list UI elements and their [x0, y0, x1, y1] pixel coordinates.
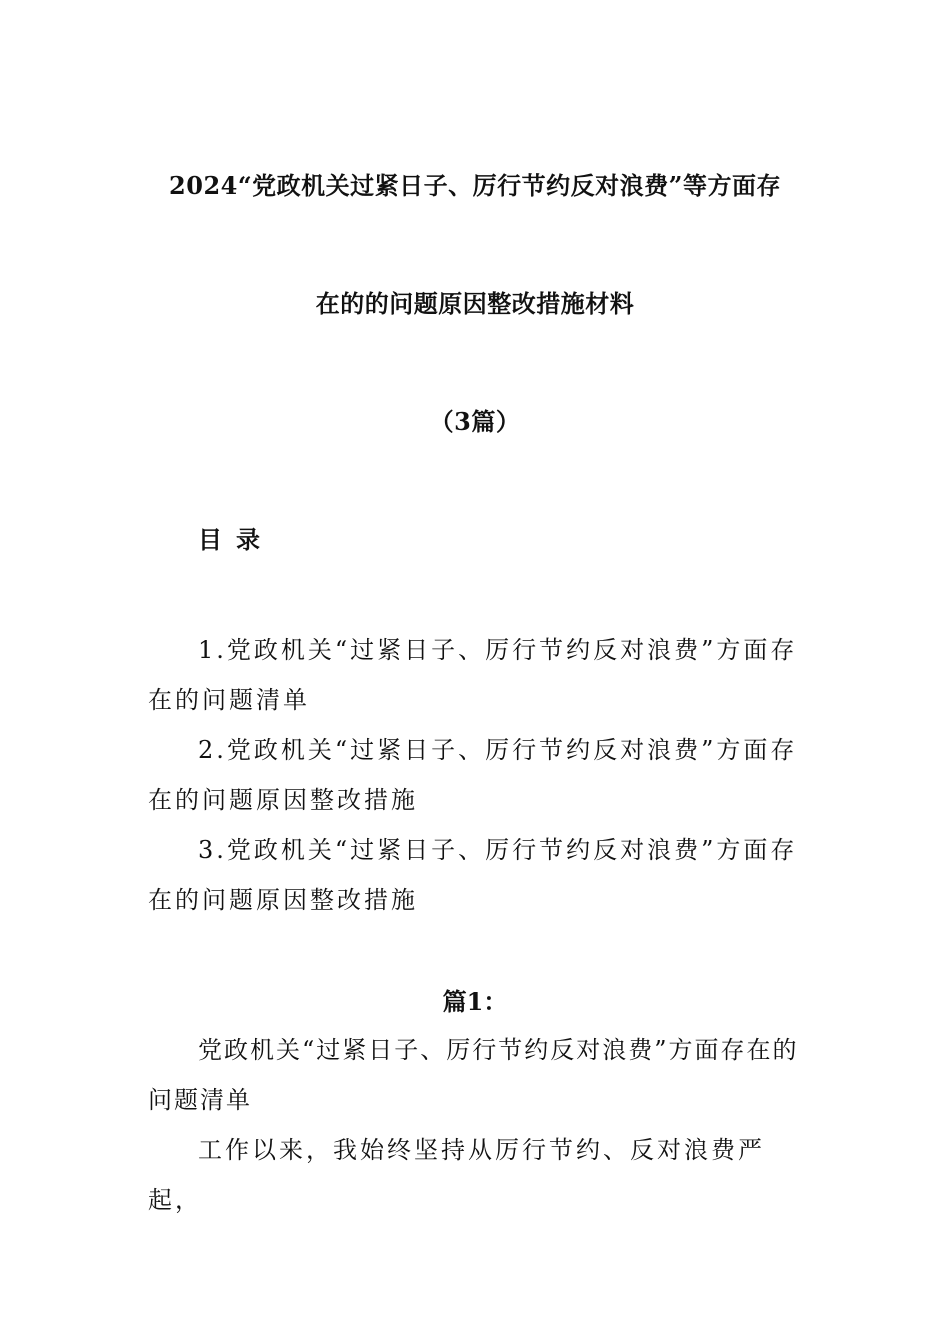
toc-heading: 目录 — [198, 525, 274, 554]
document-title-line-2: 在的的问题原因整改措施材料 — [315, 289, 635, 318]
section-title: 党政机关“过紧日子、厉行节约反对浪费”方面存在的问题清单 — [148, 1036, 799, 1114]
body-paragraph: 工作以来，我始终坚持从厉行节约、反对浪费严起， — [148, 1136, 765, 1214]
section-heading: 篇1： — [442, 987, 508, 1016]
toc-item: 2.党政机关“过紧日子、厉行节约反对浪费”方面存在的问题原因整改措施 — [148, 736, 798, 814]
document-title-line-1: 2024“党政机关过紧日子、厉行节约反对浪费”等方面存 — [169, 171, 781, 200]
toc-item: 1.党政机关“过紧日子、厉行节约反对浪费”方面存在的问题清单 — [148, 636, 798, 714]
article-count: （3篇） — [429, 407, 521, 436]
toc-item: 3.党政机关“过紧日子、厉行节约反对浪费”方面存在的问题原因整改措施 — [148, 836, 798, 914]
